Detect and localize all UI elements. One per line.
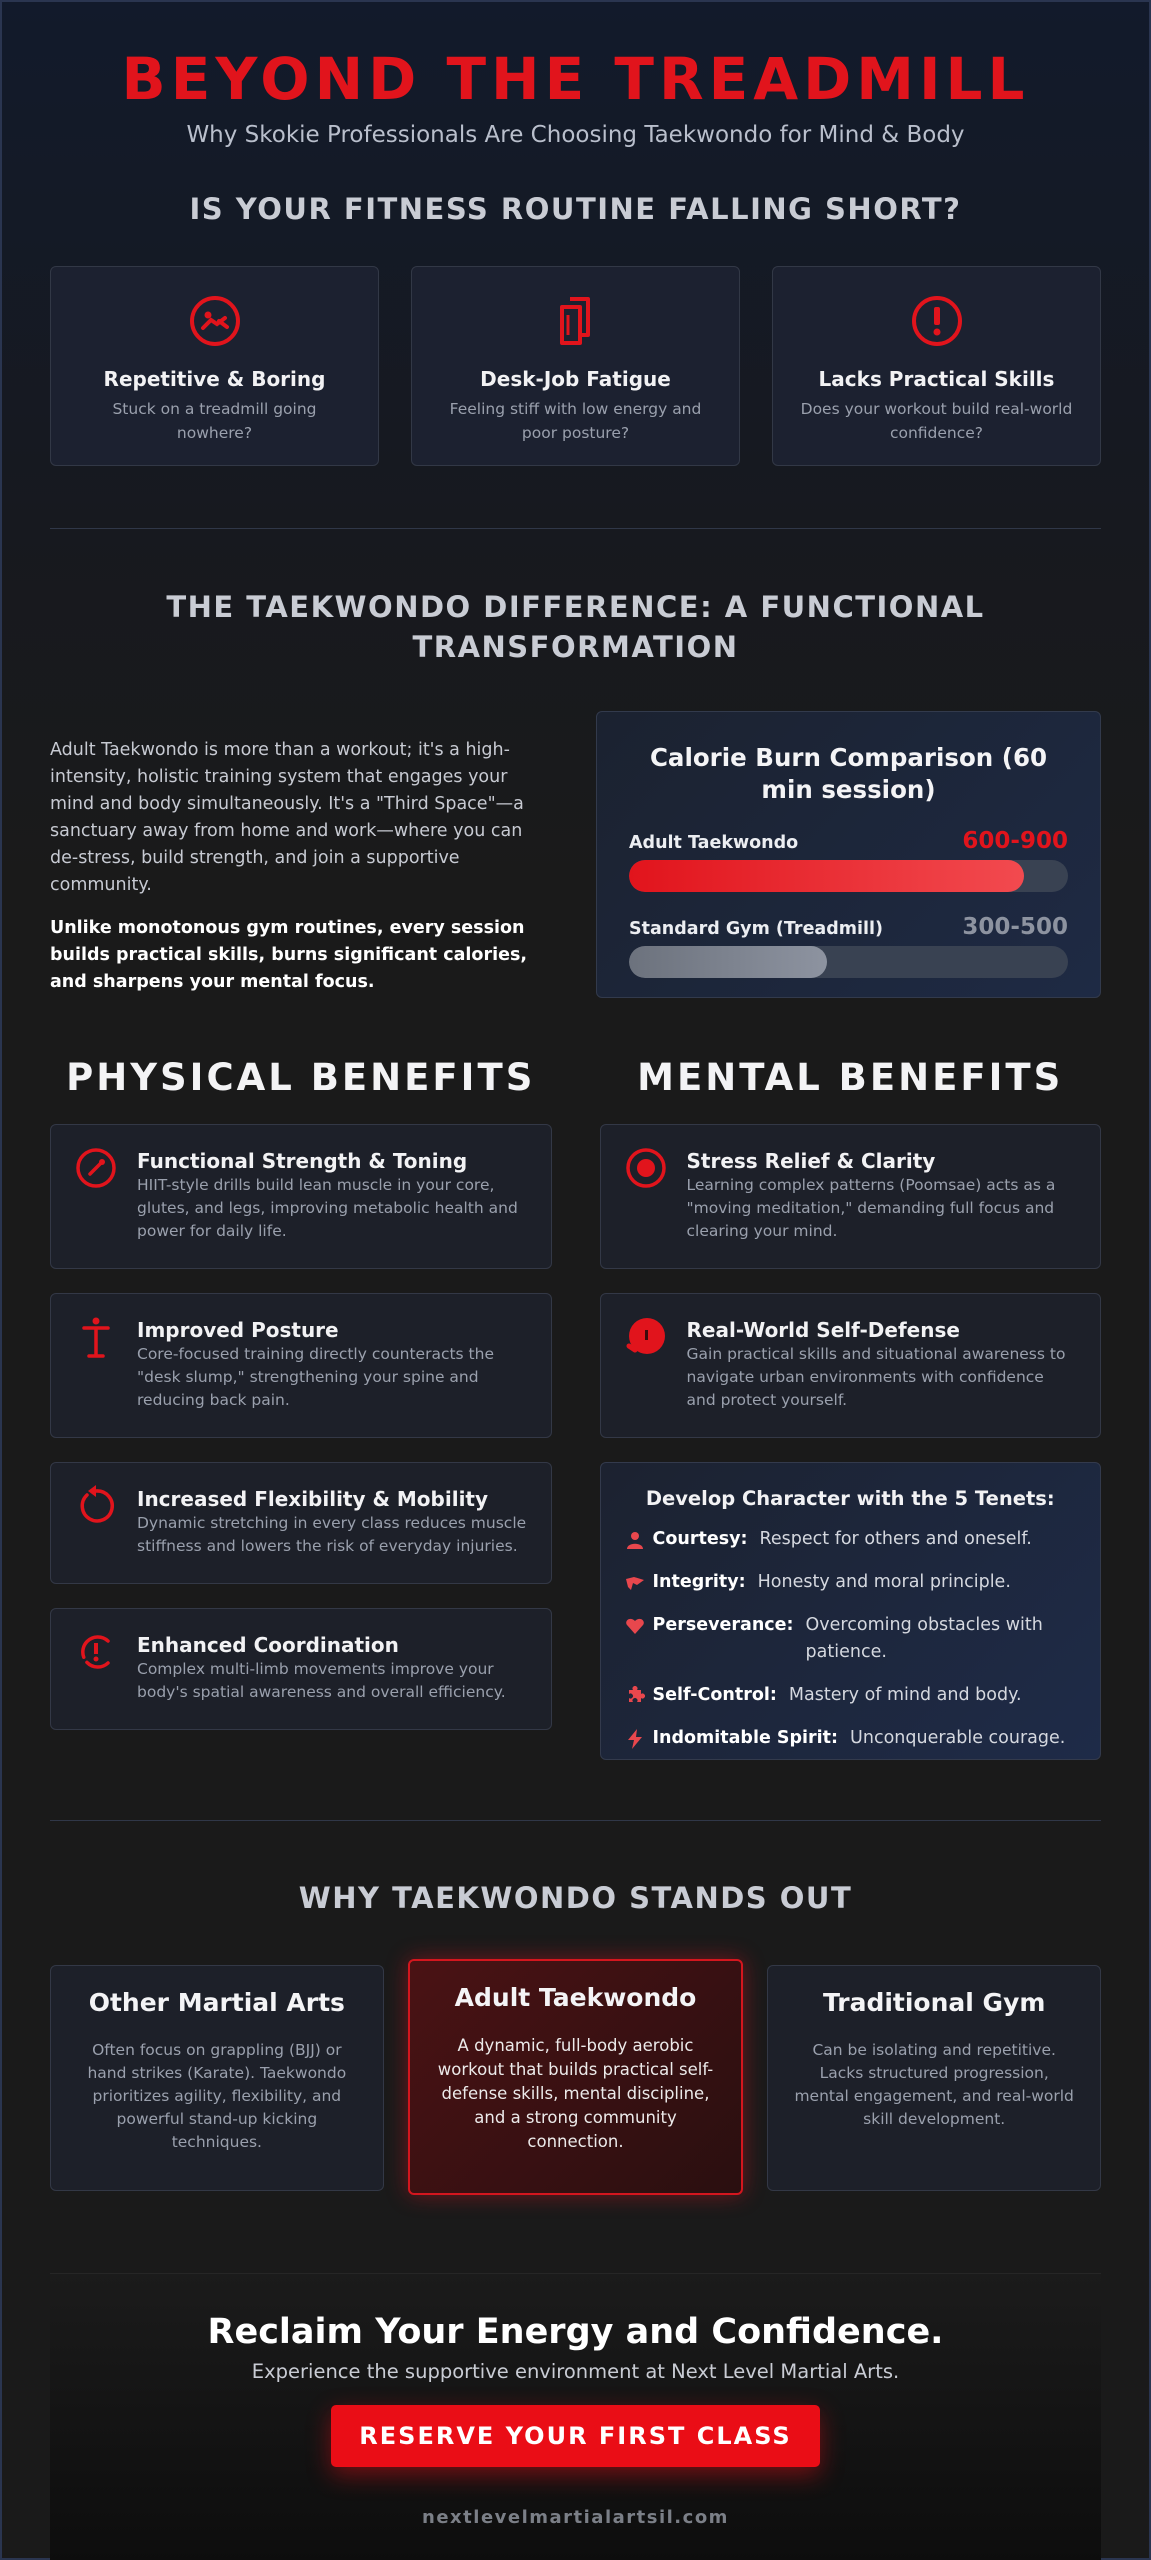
calorie-bar-row bbox=[629, 914, 1068, 978]
tenet-text: Unconquerable courage. bbox=[850, 1728, 1066, 1748]
treadmill-icon bbox=[189, 295, 241, 347]
desk-icon bbox=[550, 295, 602, 347]
compare-card-title: Other Martial Arts bbox=[88, 1988, 345, 2017]
handshake-icon bbox=[625, 1573, 645, 1593]
benefit-card bbox=[50, 1124, 552, 1269]
calorie-bar-track bbox=[629, 860, 1068, 892]
compare-card bbox=[767, 1965, 1101, 2191]
heart-icon bbox=[625, 1616, 645, 1636]
problem-title: Repetitive & Boring bbox=[103, 367, 326, 391]
section-divider bbox=[50, 1820, 1101, 1821]
person-standing-icon bbox=[75, 1316, 117, 1358]
tenet-name: Integrity: bbox=[652, 1572, 746, 1592]
person-icon bbox=[625, 1530, 645, 1550]
calorie-bar-fill bbox=[629, 860, 1024, 892]
compare-card-text: Often focus on grappling (BJJ) or hand strikes (Karate). Taekwondo prioritizes agility, flexibility, and powerful stand-up kicking techniques. bbox=[87, 2041, 347, 2151]
difference-title: THE TAEKWONDO DIFFERENCE: A FUNCTIONAL TRANSFORMATION bbox=[166, 590, 985, 664]
benefit-title: Functional Strength & Toning bbox=[137, 1149, 468, 1173]
benefit-title: Stress Relief & Clarity bbox=[686, 1149, 936, 1173]
page-title: BEYOND THE TREADMILL bbox=[121, 45, 1030, 113]
problem-title: Desk-Job Fatigue bbox=[480, 367, 671, 391]
target-icon bbox=[625, 1147, 667, 1189]
calorie-bar-row bbox=[629, 828, 1068, 892]
compare-card-highlight bbox=[408, 1959, 744, 2195]
compare-card-title: Traditional Gym bbox=[822, 1988, 1046, 2017]
mental-benefits bbox=[600, 1056, 1102, 1760]
rotate-icon bbox=[75, 1485, 117, 1527]
coordination-icon bbox=[75, 1631, 117, 1673]
benefit-card bbox=[50, 1608, 552, 1730]
benefit-card bbox=[600, 1124, 1102, 1269]
tenets-title: Develop Character with the 5 Tenets: bbox=[645, 1487, 1055, 1510]
tenet-text: Mastery of mind and body. bbox=[788, 1685, 1022, 1705]
bolt-icon bbox=[625, 1729, 645, 1749]
page-subtitle: Why Skokie Professionals Are Choosing Taekwondo for Mind & Body bbox=[186, 122, 965, 148]
physical-title: PHYSICAL BENEFITS bbox=[66, 1056, 536, 1099]
tenet-item bbox=[625, 1725, 1077, 1752]
calorie-bar-fill bbox=[629, 946, 827, 978]
alert-icon bbox=[911, 295, 963, 347]
problem-card bbox=[772, 266, 1101, 466]
problem-text: Feeling stiff with low energy and poor posture? bbox=[449, 400, 702, 442]
calorie-title: Calorie Burn Comparison (60 min session) bbox=[649, 743, 1048, 804]
problems-title: IS YOUR FITNESS ROUTINE FALLING SHORT? bbox=[189, 192, 962, 226]
difference-text bbox=[50, 711, 548, 998]
reserve-class-button[interactable]: RESERVE YOUR FIRST CLASS bbox=[331, 2405, 820, 2467]
website-link[interactable]: nextlevelmartialartsil.com bbox=[422, 2507, 729, 2528]
cta-subtitle: Experience the supportive environment at Next Level Martial Arts. bbox=[251, 2360, 900, 2383]
compare-card-text: Can be isolating and repetitive. Lacks structured progression, mental engagement, and real-world skill development. bbox=[794, 2041, 1074, 2128]
fist-icon bbox=[625, 1316, 667, 1358]
compare-card bbox=[50, 1965, 384, 2191]
cta-section bbox=[50, 2273, 1101, 2560]
tenet-name: Perseverance: bbox=[652, 1615, 794, 1635]
compare-card-text: A dynamic, full-body aerobic workout that builds practical self-defense skills, mental discipline, and a strong community connection. bbox=[437, 2036, 714, 2151]
difference-bold-paragraph: Unlike monotonous gym routines, every session builds practical skills, burns significant calories, and sharpens your mental focus. bbox=[50, 918, 528, 992]
calorie-bar-track bbox=[629, 946, 1068, 978]
benefit-title: Improved Posture bbox=[137, 1318, 339, 1342]
header bbox=[2, 2, 1149, 148]
tenet-item bbox=[625, 1612, 1077, 1666]
calorie-bar-value: 300-500 bbox=[962, 914, 1068, 940]
problem-text: Stuck on a treadmill going nowhere? bbox=[112, 400, 317, 442]
benefit-text: Gain practical skills and situational awareness to navigate urban environments with confidence and protect yourself. bbox=[686, 1345, 1066, 1409]
calorie-bar-value: 600-900 bbox=[962, 828, 1068, 854]
compare-title: WHY TAEKWONDO STANDS OUT bbox=[298, 1881, 853, 1915]
benefit-title: Real-World Self-Defense bbox=[686, 1318, 960, 1342]
problem-card bbox=[50, 266, 379, 466]
benefit-title: Increased Flexibility & Mobility bbox=[137, 1487, 489, 1511]
difference-section bbox=[2, 711, 1149, 998]
physical-benefits bbox=[50, 1056, 552, 1760]
tenet-item bbox=[625, 1682, 1077, 1709]
tenet-name: Courtesy: bbox=[652, 1529, 748, 1549]
calorie-bar-label: Standard Gym (Treadmill) bbox=[629, 919, 883, 939]
tenet-name: Self-Control: bbox=[652, 1685, 777, 1705]
mental-title: MENTAL BENEFITS bbox=[637, 1056, 1064, 1099]
tenet-text: Overcoming obstacles with patience. bbox=[805, 1615, 1043, 1662]
dumbbell-icon bbox=[75, 1147, 117, 1189]
problem-card bbox=[411, 266, 740, 466]
compare-card-title: Adult Taekwondo bbox=[454, 1983, 697, 2012]
benefits-section bbox=[2, 1056, 1149, 1760]
cta-title: Reclaim Your Energy and Confidence. bbox=[207, 2312, 944, 2352]
calorie-comparison bbox=[596, 711, 1101, 998]
problems-row bbox=[2, 266, 1149, 466]
tenets-card bbox=[600, 1462, 1102, 1760]
calorie-bar-label: Adult Taekwondo bbox=[629, 833, 799, 853]
puzzle-icon bbox=[625, 1686, 645, 1706]
section-divider bbox=[50, 528, 1101, 529]
tenet-item bbox=[625, 1569, 1077, 1596]
benefit-text: Core-focused training directly counteracts the "desk slump," strengthening your spine and reducing back pain. bbox=[137, 1345, 494, 1409]
benefit-title: Enhanced Coordination bbox=[137, 1633, 399, 1657]
benefit-card bbox=[600, 1293, 1102, 1438]
tenet-text: Respect for others and oneself. bbox=[759, 1529, 1032, 1549]
benefit-text: HIIT-style drills build lean muscle in your core, glutes, and legs, improving metabolic health and power for daily life. bbox=[137, 1176, 518, 1240]
tenet-name: Indomitable Spirit: bbox=[652, 1728, 839, 1748]
compare-section bbox=[2, 1965, 1149, 2195]
problem-title: Lacks Practical Skills bbox=[818, 367, 1055, 391]
tenet-item bbox=[625, 1526, 1077, 1553]
benefit-text: Learning complex patterns (Poomsae) acts as a "moving meditation," demanding full focus and clearing your mind. bbox=[686, 1176, 1056, 1240]
benefit-card bbox=[50, 1462, 552, 1584]
problem-text: Does your workout build real-world confidence? bbox=[800, 400, 1073, 442]
benefit-card bbox=[50, 1293, 552, 1438]
tenet-text: Honesty and moral principle. bbox=[757, 1572, 1011, 1592]
difference-paragraph: Adult Taekwondo is more than a workout; it's a high-intensity, holistic training system that engages your mind and body simultaneously. It's a "Third Space"—a sanctuary away from home and work—where you can de-stress, build strength, and join a supportive community. bbox=[50, 740, 524, 895]
benefit-text: Complex multi-limb movements improve your body's spatial awareness and overall efficiency. bbox=[137, 1660, 506, 1701]
benefit-text: Dynamic stretching in every class reduces muscle stiffness and lowers the risk of everyday injuries. bbox=[137, 1514, 527, 1555]
